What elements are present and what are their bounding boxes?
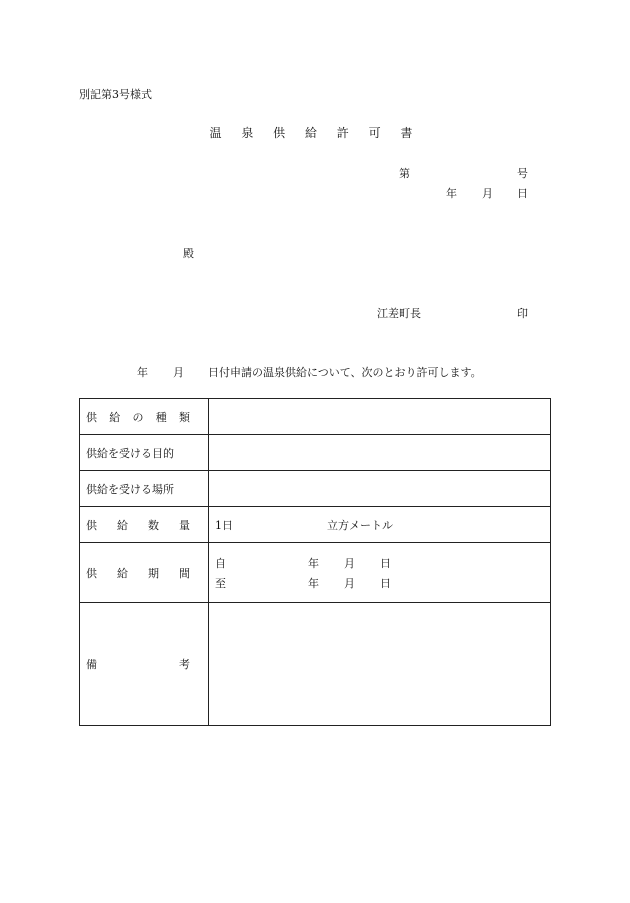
- period-to-month: 月: [344, 576, 355, 590]
- table-row-supply-type: [80, 399, 551, 435]
- table-row-purpose: [80, 435, 551, 471]
- label-char: 考: [179, 658, 190, 671]
- value-period[interactable]: [209, 543, 551, 603]
- request-date-month: 月: [173, 366, 184, 379]
- period-from-keyword: 自: [215, 556, 226, 570]
- label-char: 給: [117, 518, 128, 532]
- label-char: 供: [86, 518, 97, 532]
- label-purpose: 供給を受ける目的: [80, 435, 209, 471]
- label-char: 数: [148, 518, 159, 532]
- form-number-label: 別記第3号様式: [79, 88, 152, 101]
- table-row-location: [80, 471, 551, 507]
- label-char: 間: [179, 566, 190, 580]
- table-row-quantity: [80, 507, 551, 543]
- issue-date-year: 年: [446, 187, 457, 200]
- request-statement: 日付申請の温泉供給について、次のとおり許可します。: [208, 366, 482, 379]
- quantity-per-day: 1日: [215, 518, 233, 532]
- document-title-text: 温 泉 供 給 許 可 書: [209, 126, 421, 140]
- label-char: 期: [148, 566, 159, 580]
- label-char: の: [132, 410, 144, 424]
- document-title: [0, 124, 630, 141]
- permit-details-table: [79, 398, 551, 726]
- label-char: 給: [117, 566, 128, 580]
- label-period: [80, 543, 209, 603]
- label-char: 類: [179, 410, 190, 424]
- label-remarks: [80, 603, 209, 726]
- table-row-period: [80, 543, 551, 603]
- document-number-prefix: 第: [399, 167, 410, 180]
- label-location: 供給を受ける場所: [80, 471, 209, 507]
- quantity-unit: 立方メートル: [327, 518, 393, 532]
- period-from-line: [215, 553, 544, 573]
- label-char: 供: [86, 566, 97, 580]
- period-to-year: 年: [308, 576, 319, 590]
- document-number-suffix: 号: [517, 167, 528, 180]
- issuer-seal: 印: [517, 307, 528, 320]
- period-from-day: 日: [380, 556, 391, 570]
- value-purpose[interactable]: [209, 435, 551, 471]
- value-quantity[interactable]: [209, 507, 551, 543]
- period-to-line: [215, 573, 544, 593]
- value-location[interactable]: [209, 471, 551, 507]
- value-supply-type[interactable]: [209, 399, 551, 435]
- addressee-honorific: 殿: [183, 247, 194, 260]
- label-char: 備: [86, 658, 97, 671]
- issuer-name: 江差町長: [377, 307, 421, 320]
- label-supply-type: [80, 399, 209, 435]
- period-to-day: 日: [380, 576, 391, 590]
- label-char: 種: [155, 410, 167, 424]
- request-date-year: 年: [137, 366, 148, 379]
- issue-date-month: 月: [482, 187, 493, 200]
- label-char: 給: [109, 410, 121, 424]
- issue-date-day: 日: [517, 187, 528, 200]
- label-char: 量: [179, 518, 190, 532]
- table-row-remarks: [80, 603, 551, 726]
- value-remarks[interactable]: [209, 603, 551, 726]
- label-char: 供: [86, 410, 97, 424]
- period-to-keyword: 至: [215, 576, 226, 590]
- period-from-month: 月: [344, 556, 355, 570]
- period-from-year: 年: [308, 556, 319, 570]
- label-quantity: [80, 507, 209, 543]
